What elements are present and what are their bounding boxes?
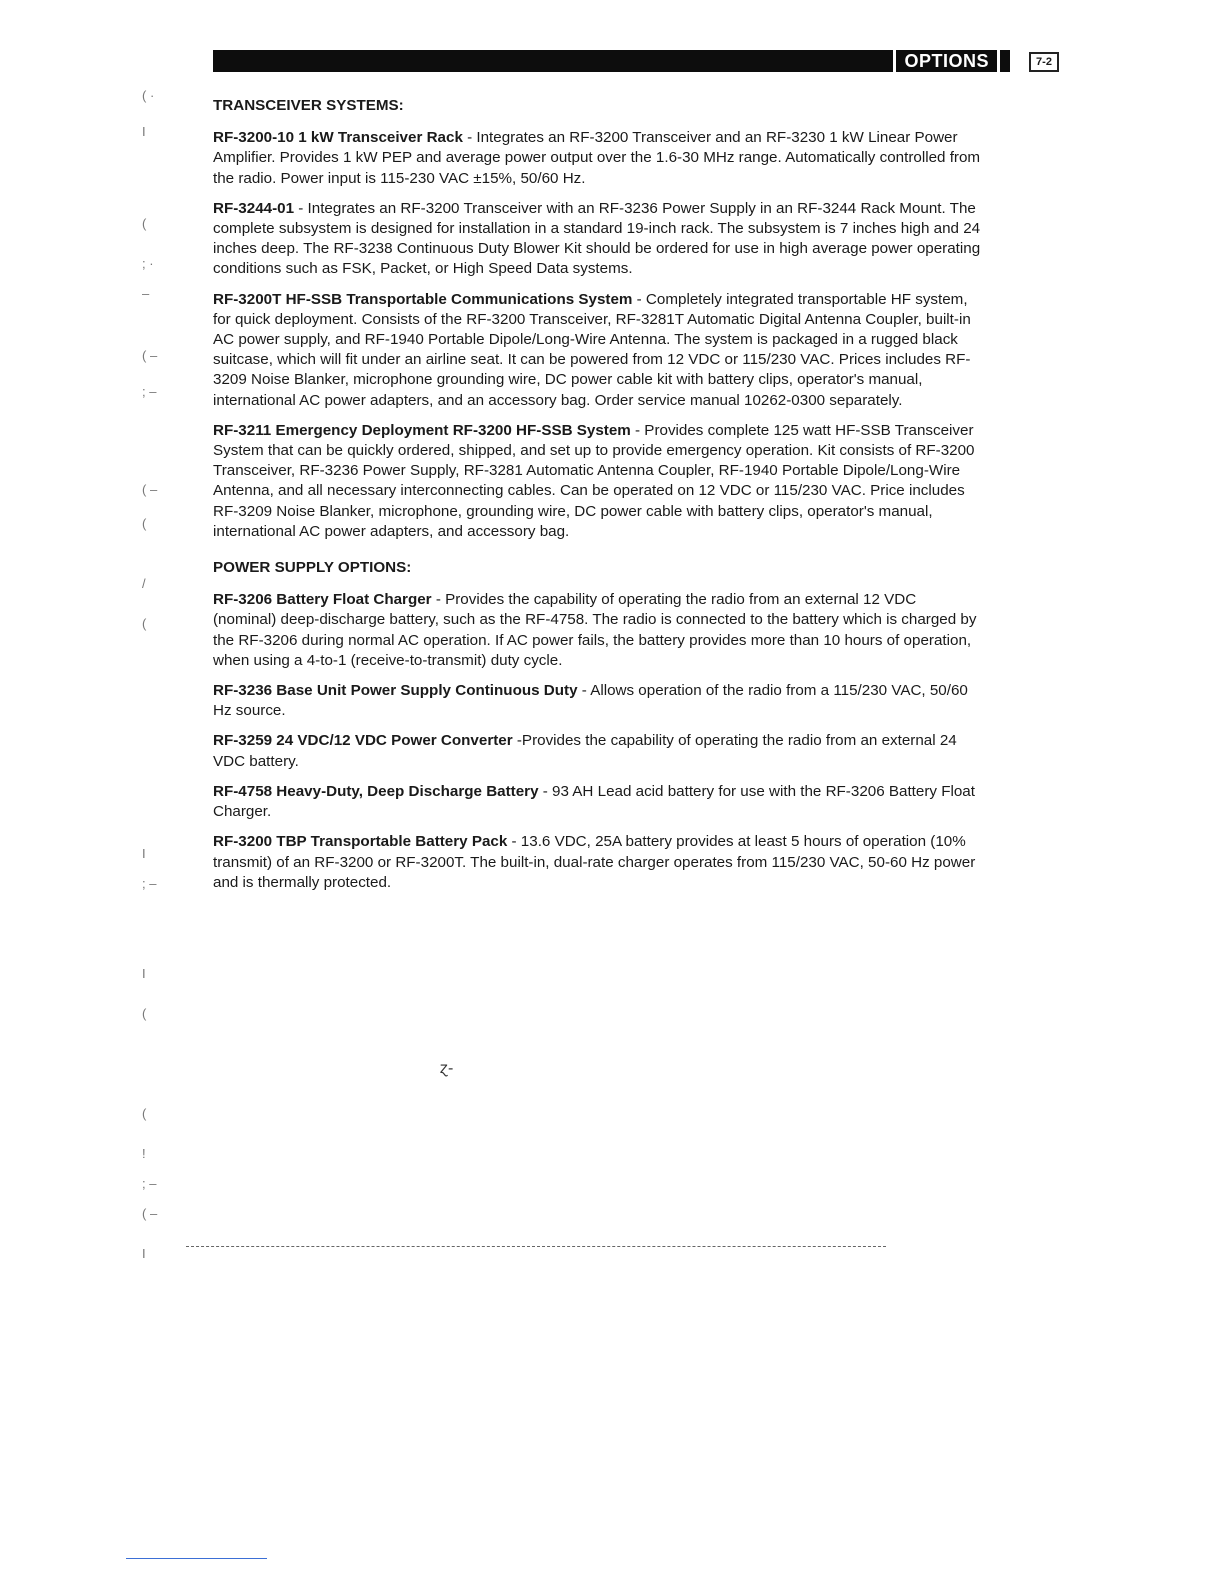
footer-rule [186,1246,886,1247]
entry-model: RF-3244-01 [213,199,295,217]
entry-text: - 13.6 VDC, 25A battery provides at least 5 hours of operation (10% transmit) of an RF-3200 or RF-3200T. The built-in, dual-rate charger operates from 115/230 VAC, 50-60 Hz power and is thermally protected. [213,833,976,891]
page-title: OPTIONS [893,50,1000,72]
entry-model: RF-3200-10 1 kW Transceiver Rack [213,129,463,147]
entry-model: RF-3200T HF-SSB Transportable Communications System [213,290,633,308]
entry-text: - 93 AH Lead acid battery for use with the RF-3206 Battery Float Charger. [213,782,975,821]
entry-rf-3200-tbp [213,832,983,893]
entry-model: RF-3236 Base Unit Power Supply Continuous Duty [213,682,578,700]
entry-text: - Provides the capability of operating the radio from an external 12 VDC (nominal) deep-discharge battery, such as the RF-4758. The radio is connected to the battery which is charged by the RF-3206 during normal AC operation. If AC power fails, the battery provides more than 10 hours of operation, when using a 4-to-1 (receive-to-transmit) duty cycle. [213,591,977,669]
entry-text: - Provides complete 125 watt HF-SSB Transceiver System that can be quickly ordered, shipped, and set up to provide emergency operation. Kit consists of RF-3200 Transceiver, RF-3236 Power Supply, RF-3281 Automatic Antenna Coupler, RF-1940 Portable Dipole/Long-Wire Antenna, and all necessary interconnecting cables. Can be operated on 12 VDC or 115/230 VAC. Price includes RF-3209 Noise Blanker, microphone, grounding wire, DC power cable with battery clips, operator's manual, international AC power adapters, and accessory bag. [213,421,975,540]
entry-rf-3259 [213,731,983,771]
entry-model: RF-3259 24 VDC/12 VDC Power Converter [213,732,513,750]
bottom-rule [126,1558,267,1559]
document-body [213,96,983,903]
entry-text: -Provides the capability of operating the radio from an external 24 VDC battery. [213,732,957,770]
entry-text: - Allows operation of the radio from a 115/230 VAC, 50/60 Hz source. [213,682,968,720]
section-heading-transceiver: TRANSCEIVER SYSTEMS: [213,97,404,114]
entry-model: RF-3200 TBP Transportable Battery Pack [213,833,508,851]
entry-model: RF-3211 Emergency Deployment RF-3200 HF-SSB System [213,421,631,439]
entry-rf-3211 [213,421,983,542]
entry-text: - Integrates an RF-3200 Transceiver and an RF-3230 1 kW Linear Power Amplifier. Provides 1 kW PEP and average power output over the 1.6-30 MHz range. Automatically controlled from the radio. Power input is 115-230 VAC ±15%, 50/60 Hz. [213,129,981,187]
entry-rf-3206 [213,590,983,671]
page-number: 7-2 [1029,52,1059,72]
entry-rf-4758 [213,782,983,822]
entry-rf-3244-01 [213,199,983,280]
entry-text: - Integrates an RF-3200 Transceiver with an RF-3236 Power Supply in an RF-3244 Rack Mount. The complete subsystem is designed for installation in a standard 19-inch rack. The subsystem is 7 inches high and 24 inches deep. The RF-3238 Continuous Duty Blower Kit should be ordered for use in high average power operating conditions such as FSK, Packet, or High Speed Data systems. [213,199,981,278]
entry-rf-3200t [213,290,983,411]
entry-model: RF-3206 Battery Float Charger [213,591,432,609]
entry-text: - Completely integrated transportable HF system, for quick deployment. Consists of the RF-3200 Transceiver, RF-3281T Automatic Digital Antenna Coupler, built-in AC power supply, and RF-1940 Portable Dipole/Long-Wire Antenna. The system is packaged in a rugged black suitcase, which will fit under an airline seat. It can be powered from 12 VDC or 115/230 VAC. Prices includes RF-3209 Noise Blanker, microphone grounding wire, DC power cable kit with battery clips, operator's manual, international AC power adapters, and an accessory bag. Order service manual 10262-0300 separately. [213,290,971,409]
margin-marks: ( · I ( ; · – ( – ; – ( – ( / ( I ; – I ( ( ! ; – ( – I [142,88,158,1261]
entry-rf-3236 [213,681,983,721]
section-heading-power-supply: POWER SUPPLY OPTIONS: [213,559,412,577]
header-bar [213,50,1010,72]
entry-rf-3200-10 [213,128,983,189]
scan-mark: ɀ- [440,1060,454,1077]
entry-model: RF-4758 Heavy-Duty, Deep Discharge Battery [213,782,539,800]
